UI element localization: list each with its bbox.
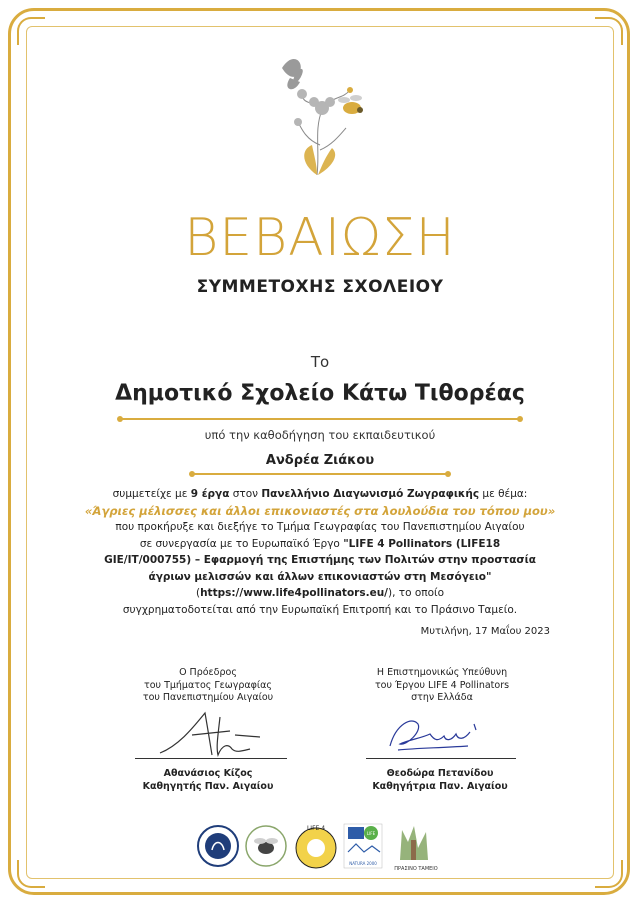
school-name: Δημοτικό Σχολείο Κάτω Τιθορέας (115, 381, 525, 406)
certificate-title: ΒΕΒΑΙΩΣΗ (184, 208, 456, 268)
right-signature (378, 710, 488, 755)
body-text: στον (229, 488, 262, 500)
project-url[interactable]: https://www.life4pollinators.eu/ (200, 587, 389, 599)
left-signature (150, 705, 270, 760)
svg-text:LIFE: LIFE (366, 831, 376, 836)
role-line: στην Ελλάδα (411, 692, 473, 703)
sponsor-logos (196, 818, 446, 874)
body-text: ( (195, 587, 201, 599)
left-signatory-name (113, 767, 303, 793)
signatory-title: Καθηγητής Παν. Αιγαίου (142, 781, 274, 792)
divider (192, 473, 448, 475)
corner-ornament (595, 860, 623, 888)
certificate-subtitle: ΣΥΜΜΕΤΟΧΗΣ ΣΧΟΛΕΙΟΥ (196, 277, 444, 297)
life-natura-logo (344, 824, 382, 868)
role-line: Ο Πρόεδρος (179, 667, 237, 678)
role-line: του Πανεπιστημίου Αιγαίου (142, 692, 274, 703)
guided-by-text: υπό την καθοδήγηση του εκπαιδευτικού (204, 428, 436, 442)
body-text: συμμετείχε με (112, 488, 191, 500)
life4pollinators-logo (296, 825, 336, 868)
signatory-name: Θεοδώρα Πετανίδου (386, 768, 494, 779)
body-text: σε συνεργασία με το Ευρωπαϊκό Έργο (139, 537, 344, 550)
body-text: συγχρηματοδοτείται από την Ευρωπαϊκή Επιτροπή και το Πράσινο Ταμείο. (122, 603, 518, 616)
right-signatory-role (347, 667, 537, 705)
flower-bee-illustration (262, 50, 382, 180)
works-count: 9 έργα (190, 488, 230, 500)
project-name: "LIFE 4 Pollinators (LIFE18 GIE/IT/000755) – Εφαρμογή της Επιστήμης των Πολιτών στην προστασία άγριων μελισσών και άλλων επικονιαστών στη Μεσόγειο" (104, 537, 536, 583)
left-signatory-role (113, 667, 303, 705)
teacher-name: Ανδρέα Ζιάκου (265, 453, 375, 468)
svg-text:NATURA 2000: NATURA 2000 (349, 861, 377, 866)
to-label: Το (310, 353, 330, 371)
certificate-body (60, 486, 580, 618)
bee-logo (246, 826, 286, 866)
body-text: με θέμα: (479, 488, 528, 500)
divider (120, 418, 520, 420)
signatory-title: Καθηγήτρια Παν. Αιγαίου (372, 781, 508, 792)
university-aegean-logo (198, 826, 238, 866)
issue-date: Μυτιλήνη, 17 Μαΐου 2023 (420, 626, 550, 637)
svg-text:ΠΡΑΣΙΝΟ ΤΑΜΕΙΟ: ΠΡΑΣΙΝΟ ΤΑΜΕΙΟ (394, 866, 438, 872)
role-line: του Έργου LIFE 4 Pollinators (374, 679, 510, 691)
right-signatory-name (345, 767, 535, 793)
contest-theme: «Άγριες μέλισσες και άλλοι επικονιαστές στα λουλούδια του τόπου μου» (84, 503, 556, 518)
body-text: ), το οποίο (388, 587, 445, 599)
corner-ornament (595, 17, 623, 45)
role-line: του Τμήματος Γεωγραφίας (144, 679, 272, 691)
signatory-name: Αθανάσιος Κίζος (163, 768, 253, 779)
contest-name: Πανελλήνιο Διαγωνισμό Ζωγραφικής (261, 488, 480, 500)
signature-line (135, 758, 287, 759)
corner-ornament (17, 860, 45, 888)
corner-ornament (17, 17, 45, 45)
svg-text:LIFE 4: LIFE 4 (306, 825, 326, 832)
role-line: Η Επιστημονικώς Υπεύθυνη (376, 667, 508, 678)
signature-line (366, 758, 516, 759)
body-text: που προκήρυξε και διεξήγε το Τμήμα Γεωγραφίας του Πανεπιστημίου Αιγαίου (115, 521, 525, 533)
green-fund-logo (388, 820, 444, 872)
